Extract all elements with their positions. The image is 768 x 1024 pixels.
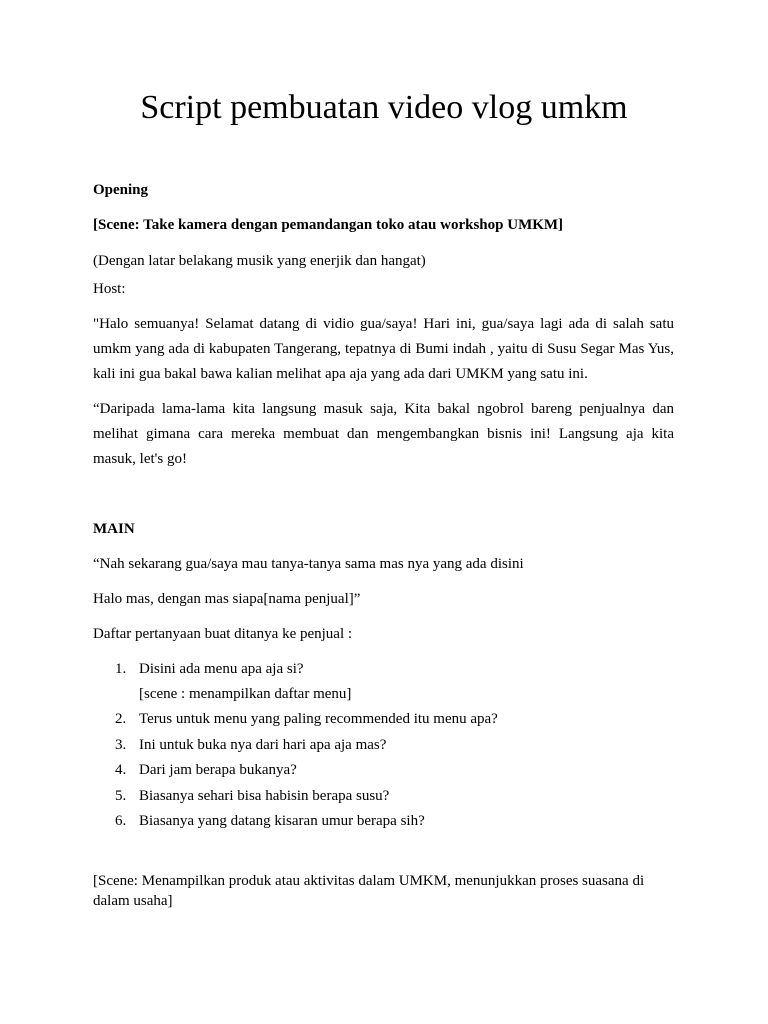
scene-direction-1: [Scene: Take kamera dengan pemandangan toko atau workshop UMKM] xyxy=(93,217,564,233)
list-item-number: 1. xyxy=(115,661,127,677)
opening-paragraph-1: "Halo semuanya! Selamat datang di vidio gua/saya! Hari ini, gua/saya lagi ada di salah satu umkm yang ada di kabupaten Tangerang, tepatnya di Bumi indah , yaitu di Susu Segar Mas Yus, kali ini gua bakal bawa kalian melihat apa aja yang ada dari UMKM yang satu ini. xyxy=(93,316,674,382)
list-item-text: Dari jam berapa bukanya? xyxy=(139,762,297,778)
host-label: Host: xyxy=(93,281,126,297)
list-item-number: 2. xyxy=(115,711,127,727)
list-item-number: 5. xyxy=(115,788,127,804)
opening-heading: Opening xyxy=(93,182,149,198)
list-item-text: Biasanya yang datang kisaran umur berapa sih? xyxy=(139,813,425,829)
scene-direction-2: [Scene: Menampilkan produk atau aktivitas dalam UMKM, menunjukkan proses suasana di dalam usaha] xyxy=(93,873,645,909)
list-item-number: 3. xyxy=(115,737,127,753)
music-note: (Dengan latar belakang musik yang enerjik dan hangat) xyxy=(93,253,426,269)
list-item-number: 4. xyxy=(115,762,127,778)
main-line-1: “Nah sekarang gua/saya mau tanya-tanya sama mas nya yang ada disini xyxy=(93,556,524,572)
document-title: Script pembuatan video vlog umkm xyxy=(140,89,628,126)
list-item-text: Disini ada menu apa aja si? xyxy=(139,661,304,677)
opening-paragraph-2: “Daripada lama-lama kita langsung masuk saja, Kita bakal ngobrol bareng penjualnya dan melihat gimana cara mereka membuat dan mengembangkan bisnis ini! Langsung aja kita masuk, let's go! xyxy=(93,401,674,467)
questions-intro: Daftar pertanyaan buat ditanya ke penjual : xyxy=(93,626,353,642)
main-heading: MAIN xyxy=(93,521,135,537)
main-line-2: Halo mas, dengan mas siapa[nama penjual]” xyxy=(93,591,361,607)
list-item-text: Ini untuk buka nya dari hari apa aja mas? xyxy=(139,737,387,753)
list-item-number: 6. xyxy=(115,813,127,829)
list-item-note: [scene : menampilkan daftar menu] xyxy=(139,686,352,702)
list-item-text: Biasanya sehari bisa habisin berapa susu? xyxy=(139,788,390,804)
list-item-text: Terus untuk menu yang paling recommended itu menu apa? xyxy=(139,711,498,727)
